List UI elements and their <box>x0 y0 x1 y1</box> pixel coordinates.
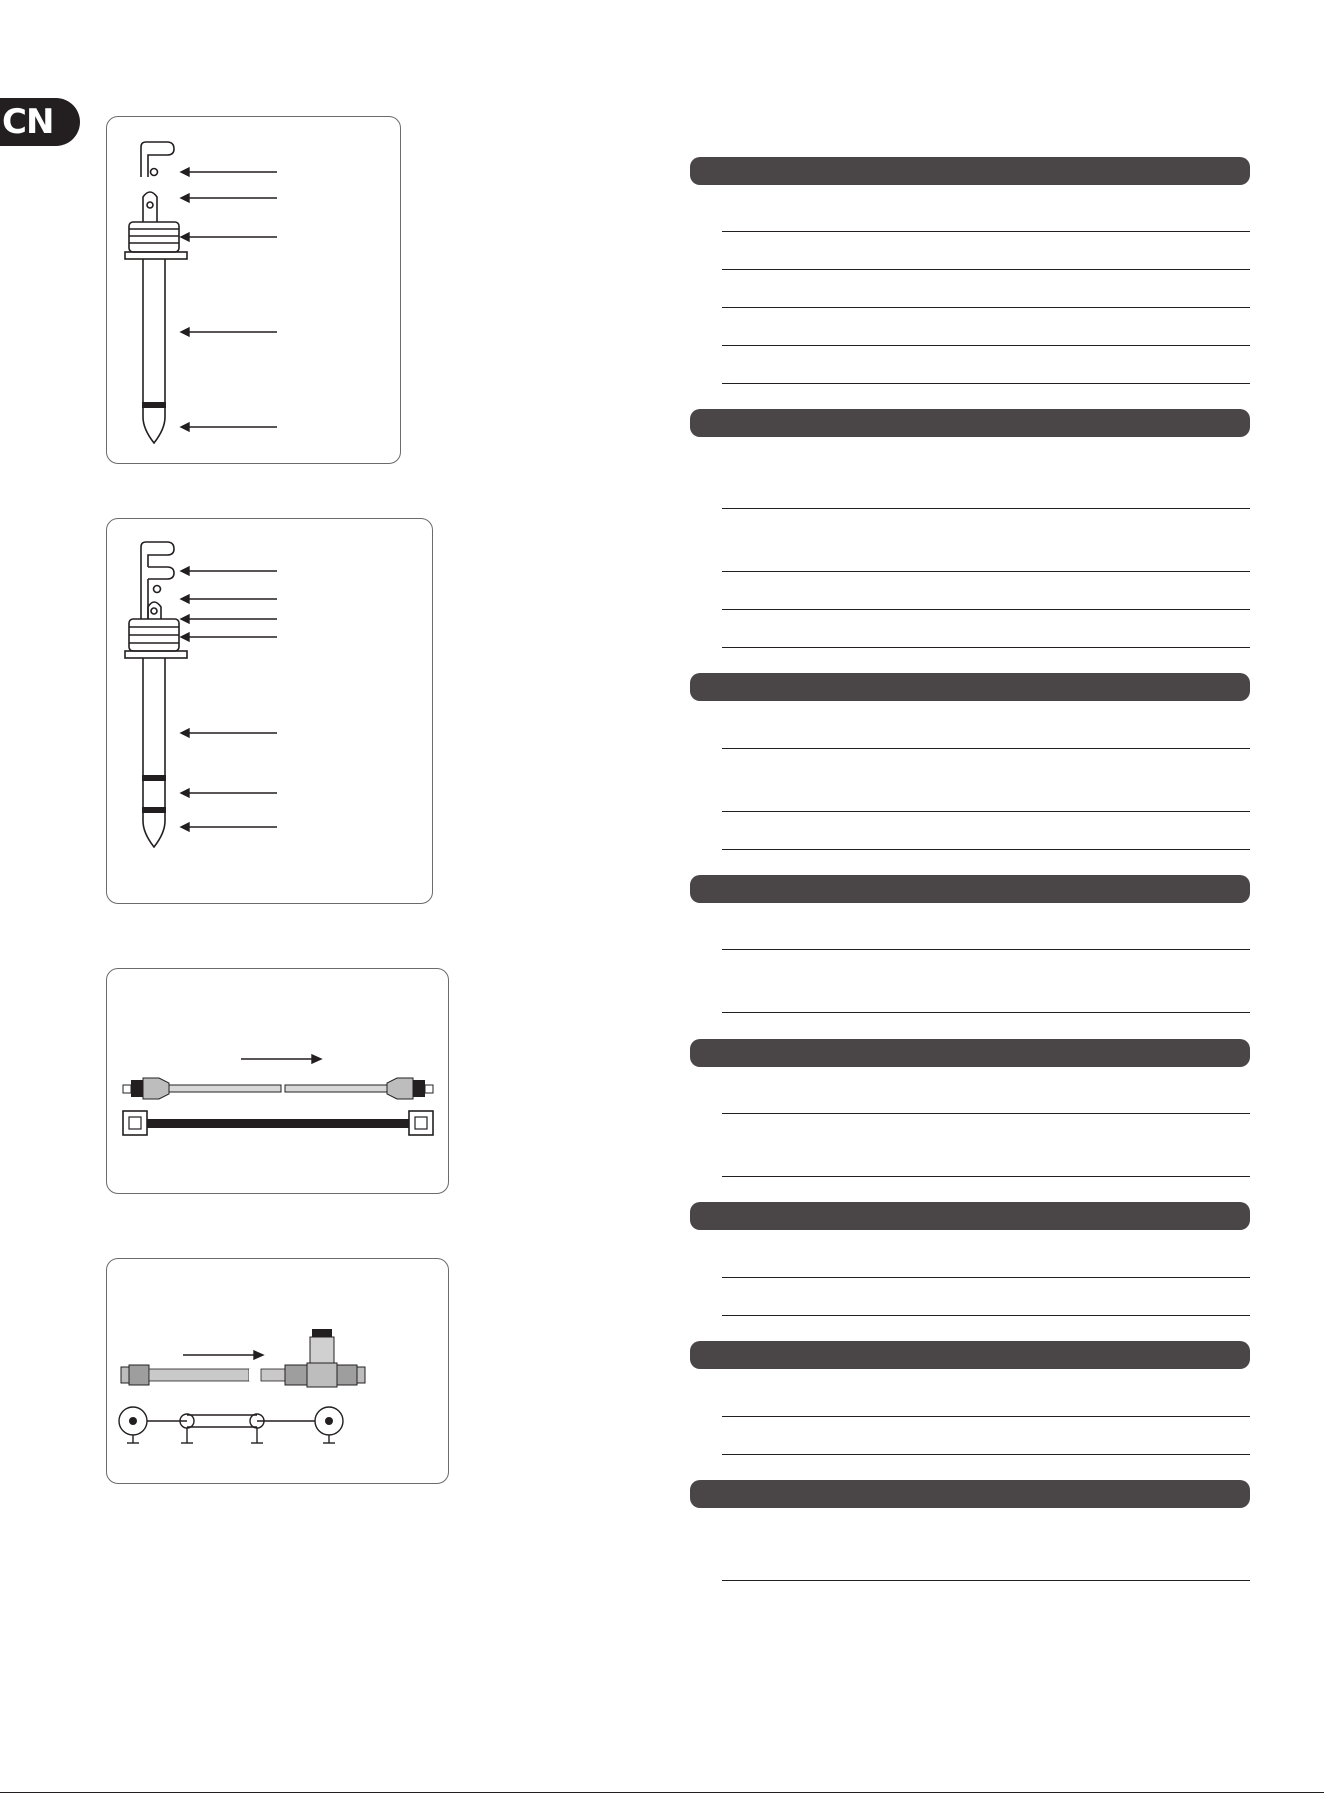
spec-row-rule <box>722 508 1250 509</box>
spec-row-rule <box>722 269 1250 270</box>
spec-section-header <box>690 1341 1250 1369</box>
spec-row-rule <box>722 647 1250 648</box>
spec-section-header <box>690 875 1250 903</box>
spec-section-header <box>690 1480 1250 1508</box>
spec-row-rule <box>722 1012 1250 1013</box>
spec-row-rule <box>722 949 1250 950</box>
coaxial-cable-drawing <box>107 1259 450 1485</box>
optical-cable-drawing <box>107 969 450 1195</box>
spec-row-rule <box>722 1277 1250 1278</box>
footer-rule <box>0 1792 1324 1793</box>
optical-cable-figure <box>106 968 449 1194</box>
coaxial-cable-figure <box>106 1258 449 1484</box>
spec-row-rule <box>722 1176 1250 1177</box>
spec-row-rule <box>722 571 1250 572</box>
callout-arrows <box>181 168 277 431</box>
spec-section-header <box>690 157 1250 185</box>
tip-lug-shape <box>141 142 174 165</box>
spec-row-rule <box>722 1113 1250 1114</box>
spec-section-header <box>690 1039 1250 1067</box>
spec-row-rule <box>722 1416 1250 1417</box>
spec-row-rule <box>722 1580 1250 1581</box>
stereo-plug-drawing <box>107 519 434 905</box>
spec-row-rule <box>722 1315 1250 1316</box>
spec-row-rule <box>722 1454 1250 1455</box>
mono-plug-drawing <box>107 117 402 465</box>
spec-row-rule <box>722 307 1250 308</box>
spec-section-header <box>690 673 1250 701</box>
mono-jack-plug-figure <box>106 116 401 464</box>
language-tab: CN <box>0 98 80 146</box>
spec-row-rule <box>722 231 1250 232</box>
spec-row-rule <box>722 345 1250 346</box>
spec-row-rule <box>722 748 1250 749</box>
spec-section-header <box>690 1202 1250 1230</box>
spec-row-rule <box>722 811 1250 812</box>
spec-section-header <box>690 409 1250 437</box>
spec-row-rule <box>722 383 1250 384</box>
spec-row-rule <box>722 849 1250 850</box>
spec-row-rule <box>722 609 1250 610</box>
stereo-jack-plug-figure <box>106 518 433 904</box>
